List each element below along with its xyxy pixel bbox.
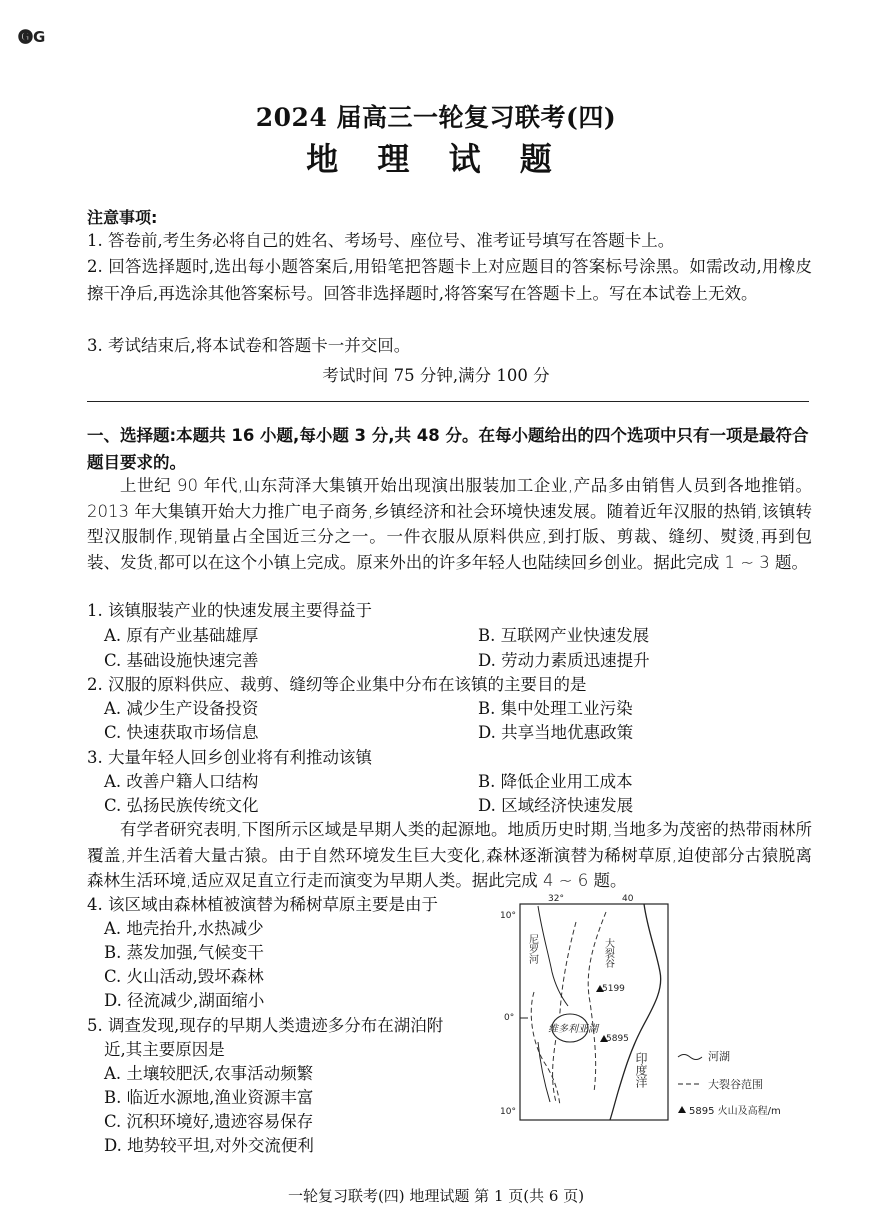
- question-5-cont: 近,其主要原因是: [104, 1040, 225, 1059]
- q2-option-c: C. 快速获取市场信息: [104, 723, 259, 742]
- q5-option-a: A. 土壤较肥沃,农事活动频繁: [104, 1064, 314, 1083]
- nile-label: 尼罗河: [526, 934, 538, 964]
- rift-valley-map: [498, 892, 798, 1132]
- question-5: 5. 调查发现,现存的早期人类遗迹多分布在湖泊附: [87, 1016, 444, 1035]
- rift-boundary-west2: [531, 992, 560, 1106]
- legend-volcano: 5895 火山及高程/m: [689, 1106, 781, 1117]
- nile-river: [538, 906, 568, 1006]
- q5-option-c: C. 沉积环境好,遗迹容易保存: [104, 1112, 314, 1131]
- exam-subject: 地 理 试 题: [306, 140, 566, 178]
- notice-item-1: 1. 答卷前,考生务必将自己的姓名、考场号、座位号、准考证号填写在答题卡上。: [87, 231, 675, 250]
- q2-option-b: B. 集中处理工业污染: [478, 699, 633, 718]
- legend-river-symbol: [678, 1055, 702, 1060]
- q4-option-a: A. 地壳抬升,水热减少: [104, 919, 264, 938]
- page-footer: 一轮复习联考(四) 地理试题 第 1 页(共 6 页): [287, 1187, 585, 1205]
- q3-option-a: A. 改善户籍人口结构: [104, 772, 259, 791]
- q3-option-c: C. 弘扬民族传统文化: [104, 796, 259, 815]
- q1-option-d: D. 劳动力素质迅速提升: [478, 651, 650, 670]
- exam-title: 2024 届高三一轮复习联考(四): [255, 103, 617, 132]
- question-3: 3. 大量年轻人回乡创业将有利推动该镇: [87, 748, 372, 767]
- q4-option-b: B. 蒸发加强,气候变干: [104, 943, 264, 962]
- material-2: 有学者研究表明,下图所示区域是早期人类的起源地。地质历史时期,当地多为茂密的热带雨林所覆盖,并生活着大量古猿。由于自然环境发生巨大变化,森林逐渐演替为稀树草原,迫使部分古猿脱离森林生活环境,适应双足直立行走而演变为早期人类。据此完成 4 ~ 6 题。: [87, 820, 812, 890]
- q3-option-d: D. 区域经济快速发展: [478, 796, 634, 815]
- q1-option-b: B. 互联网产业快速发展: [478, 626, 650, 645]
- lake-label: 维多利亚湖: [548, 1024, 598, 1035]
- material-1: 上世纪 90 年代,山东菏泽大集镇开始出现演出服装加工企业,产品多由销售人员到各地推销。2013 年大集镇开始大力推广电子商务,乡镇经济和社会环境快速发展。随着近年汉服的热销,该镇转型汉服制作,现销量占全国近三分之一。一件衣服从原料供应,到打版、剪裁、缝纫、熨烫,再到包装、发货,都可以在这个小镇上完成。原来外出的许多年轻人也陆续回乡创业。据此完成 1 ~ 3 题。: [87, 476, 812, 572]
- q1-option-c: C. 基础设施快速完善: [104, 651, 259, 670]
- question-4: 4. 该区域由森林植被演替为稀树草原主要是由于: [87, 895, 438, 914]
- notice-heading: 注意事项:: [87, 208, 158, 227]
- q3-option-b: B. 降低企业用工成本: [478, 772, 633, 791]
- notice-item-2: 2. 回答选择题时,选出每小题答案后,用铅笔把答题卡上对应题目的答案标号涂黑。如需改动,用橡皮擦干净后,再选涂其他答案标号。回答非选择题时,将答案写在答题卡上。写在本试卷上无效。: [87, 257, 812, 303]
- legend-volcano-icon: [678, 1106, 686, 1113]
- notice-item-3: 3. 考试结束后,将本试卷和答题卡一并交回。: [87, 336, 411, 355]
- lat-label-bottom: 10°: [500, 1107, 516, 1117]
- legend-river: 河湖: [708, 1050, 730, 1063]
- q2-option-d: D. 共享当地优惠政策: [478, 723, 634, 742]
- q5-option-b: B. 临近水源地,渔业资源丰富: [104, 1088, 314, 1107]
- legend-rift: 大裂谷范围: [708, 1078, 763, 1091]
- q1-option-a: A. 原有产业基础雄厚: [104, 626, 259, 645]
- lake-tanganyika: [538, 1042, 550, 1102]
- q5-option-d: D. 地势较平坦,对外交流便利: [104, 1136, 314, 1155]
- ocean-label: 印度洋: [634, 1052, 648, 1088]
- exam-time: 考试时间 75 分钟,满分 100 分: [322, 366, 550, 385]
- question-2: 2. 汉服的原料供应、裁剪、缝纫等企业集中分布在该镇的主要目的是: [87, 675, 587, 694]
- peak-5895: 5895: [606, 1034, 629, 1044]
- q4-option-c: C. 火山活动,毁坏森林: [104, 967, 264, 986]
- q4-option-d: D. 径流减少,湖面缩小: [104, 991, 265, 1010]
- section-heading: 一、选择题:本题共 16 小题,每小题 3 分,共 48 分。在每小题给出的四个选项中只有一项是最符合题目要求的。: [87, 426, 809, 472]
- lon-label-32: 32°: [548, 894, 564, 904]
- rift-boundary-west: [553, 922, 576, 1102]
- brand-logo: 🅖G: [18, 28, 46, 46]
- lon-label-40: 40: [622, 894, 634, 904]
- lat-label-top: 10°: [500, 911, 516, 921]
- divider: [87, 401, 809, 402]
- rift-label: 大裂谷: [602, 938, 614, 968]
- q2-option-a: A. 减少生产设备投资: [104, 699, 259, 718]
- question-1: 1. 该镇服装产业的快速发展主要得益于: [87, 601, 372, 620]
- lat-label-equator: 0°: [504, 1013, 515, 1023]
- peak-5199: 5199: [602, 984, 625, 994]
